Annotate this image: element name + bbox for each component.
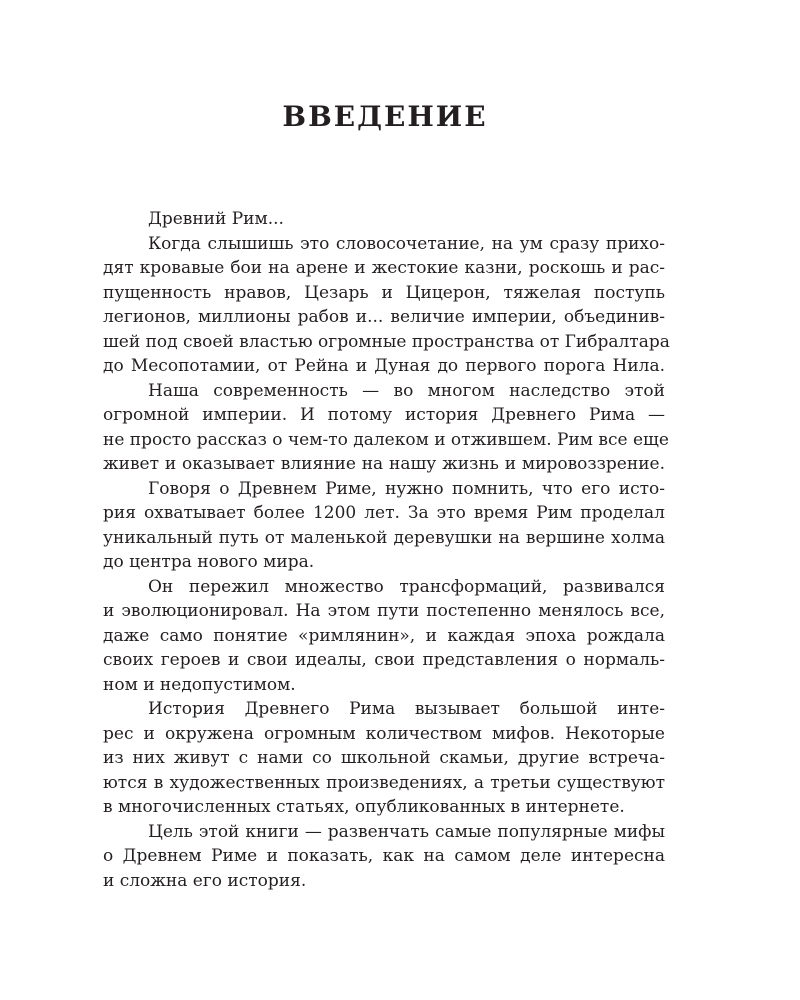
text-line: дят кровавые бои на арене и жестокие казни, роскошь и рас- bbox=[103, 258, 665, 278]
text-line: Древний Рим... bbox=[148, 209, 284, 229]
text-line: из них живут с нами со школьной скамьи, другие встреча- bbox=[103, 748, 665, 768]
chapter-title: ВВЕДЕНИЕ bbox=[282, 100, 488, 133]
text-line: своих героев и свои идеалы, свои представления о нормаль- bbox=[103, 650, 665, 670]
text-line: шей под своей властью огромные пространства от Гибралтара bbox=[103, 331, 670, 352]
text-line: до центра нового мира. bbox=[103, 552, 315, 572]
text-line: не просто рассказ о чем-то далеком и отжившем. Рим все еще bbox=[103, 429, 669, 450]
text-line: рес и окружена огромным количеством мифов. Некоторые bbox=[103, 723, 665, 744]
text-line: о Древнем Риме и показать, как на самом деле интересна bbox=[103, 846, 665, 866]
text-line: до Месопотамии, от Рейна и Дуная до первого порога Нила. bbox=[103, 356, 665, 376]
text-line: в многочисленных статьях, опубликованных в интернете. bbox=[103, 797, 625, 817]
text-line: Говоря о Древнем Риме, нужно помнить, что его исто- bbox=[148, 478, 665, 499]
paragraph bbox=[103, 697, 665, 820]
text-line: рия охватывает более 1200 лет. За это время Рим проделал bbox=[103, 503, 665, 523]
text-line: ном и недопустимом. bbox=[103, 674, 296, 695]
text-line: Цель этой книги — развенчать самые популярные мифы bbox=[148, 821, 665, 842]
chapter-body bbox=[103, 207, 670, 893]
text-line: Когда слышишь это словосочетание, на ум сразу прихо- bbox=[148, 233, 665, 254]
text-line: ются в художественных произведениях, а третьи существуют bbox=[103, 772, 665, 793]
text-line: История Древнего Рима вызывает большой инте- bbox=[148, 699, 665, 719]
text-line: Он пережил множество трансформаций, развивался bbox=[148, 576, 665, 597]
paragraph bbox=[103, 575, 665, 698]
text-line: и эволюционировал. На этом пути постепенно менялось все, bbox=[103, 601, 665, 621]
paragraph bbox=[103, 477, 665, 575]
text-line: даже само понятие «римлянин», и каждая эпоха рождала bbox=[103, 625, 665, 646]
text-line: уникальный путь от маленькой деревушки на вершине холма bbox=[103, 527, 665, 548]
paragraph bbox=[103, 820, 665, 894]
paragraph bbox=[103, 232, 670, 379]
text-line: пущенность нравов, Цезарь и Цицерон, тяжелая поступь bbox=[103, 282, 665, 303]
paragraph bbox=[103, 207, 665, 232]
paragraph bbox=[103, 379, 669, 477]
text-line: Наша современность — во многом наследство этой bbox=[148, 380, 665, 401]
text-line: огромной империи. И потому история Древнего Рима — bbox=[103, 405, 665, 425]
text-line: живет и оказывает влияние на нашу жизнь и мировоззрение. bbox=[103, 454, 665, 474]
text-line: и сложна его история. bbox=[103, 870, 307, 891]
text-line: легионов, миллионы рабов и... величие империи, объединив- bbox=[103, 307, 665, 327]
